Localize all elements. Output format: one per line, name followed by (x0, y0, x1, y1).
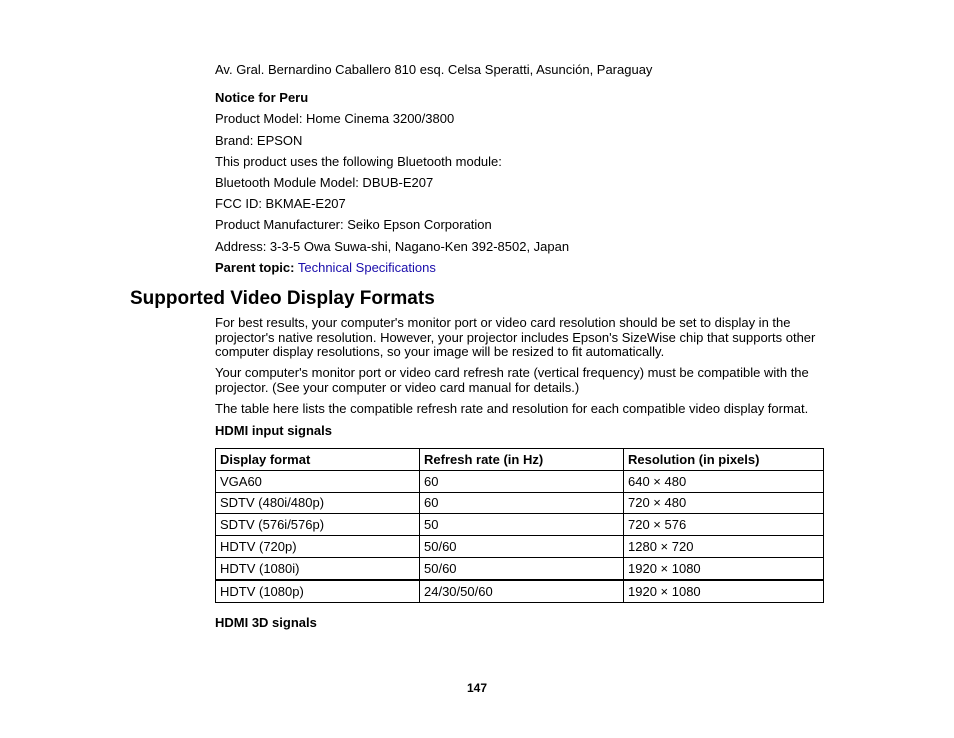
table-row (216, 492, 824, 514)
table-row (216, 580, 824, 602)
cell-refresh-rate: 60 (420, 470, 624, 492)
notice-peru-title: Notice for Peru (215, 90, 309, 105)
peru-address: Address: 3-3-5 Owa Suwa-shi, Nagano-Ken 392-8502, Japan (215, 239, 570, 254)
table-row (216, 536, 824, 558)
paragraph-refresh-rate: Your computer's monitor port or video card refresh rate (vertical frequency) must be compatible with the projector. (See your computer or video card manual for details.) (215, 365, 809, 395)
video-formats-table (215, 448, 824, 603)
cell-resolution: 1280 × 720 (624, 536, 824, 558)
peru-fcc-id: FCC ID: BKMAE-E207 (215, 196, 346, 211)
peru-brand: Brand: EPSON (215, 133, 303, 148)
cell-refresh-rate: 24/30/50/60 (420, 580, 624, 602)
header-resolution: Resolution (in pixels) (624, 449, 824, 471)
cell-display-format: VGA60 (216, 470, 420, 492)
section-heading: Supported Video Display Formats (130, 288, 435, 309)
cell-display-format: HDTV (720p) (216, 536, 420, 558)
address-paraguay: Av. Gral. Bernardino Caballero 810 esq. Celsa Speratti, Asunción, Paraguay (215, 62, 653, 77)
peru-bluetooth-model: Bluetooth Module Model: DBUB-E207 (215, 175, 434, 190)
cell-resolution: 640 × 480 (624, 470, 824, 492)
header-refresh-rate: Refresh rate (in Hz) (420, 449, 624, 471)
cell-refresh-rate: 50/60 (420, 557, 624, 579)
cell-display-format: SDTV (576i/576p) (216, 514, 420, 536)
cell-resolution: 720 × 576 (624, 514, 824, 536)
paragraph-table-intro: The table here lists the compatible refresh rate and resolution for each compatible video display format. (215, 401, 809, 416)
table-row (216, 514, 824, 536)
technical-specifications-link[interactable]: Technical Specifications (297, 260, 436, 275)
peru-bluetooth-intro: This product uses the following Bluetooth module: (215, 154, 502, 169)
hdmi-3d-title: HDMI 3D signals (215, 615, 317, 630)
table-row (216, 557, 824, 579)
cell-resolution: 720 × 480 (624, 492, 824, 514)
page-number: 147 (466, 681, 488, 695)
cell-refresh-rate: 50 (420, 514, 624, 536)
hdmi-input-title: HDMI input signals (215, 423, 332, 438)
cell-refresh-rate: 50/60 (420, 536, 624, 558)
cell-refresh-rate: 60 (420, 492, 624, 514)
parent-topic-label: Parent topic: (215, 260, 295, 275)
table-row (216, 470, 824, 492)
header-display-format: Display format (216, 449, 420, 471)
peru-manufacturer: Product Manufacturer: Seiko Epson Corporation (215, 217, 492, 232)
table-header-row (216, 449, 824, 471)
peru-product-model: Product Model: Home Cinema 3200/3800 (215, 111, 455, 126)
cell-resolution: 1920 × 1080 (624, 557, 824, 579)
paragraph-best-results: For best results, your computer's monitor port or video card resolution should be set to display in the projector's native resolution. However, your projector includes Epson's SizeWise chip that supports other computer display resolutions, so your image will be resized to fit automatically. (215, 315, 816, 360)
cell-display-format: HDTV (1080p) (216, 580, 420, 602)
cell-display-format: SDTV (480i/480p) (216, 492, 420, 514)
cell-display-format: HDTV (1080i) (216, 557, 420, 579)
parent-topic (215, 260, 436, 276)
cell-resolution: 1920 × 1080 (624, 580, 824, 602)
